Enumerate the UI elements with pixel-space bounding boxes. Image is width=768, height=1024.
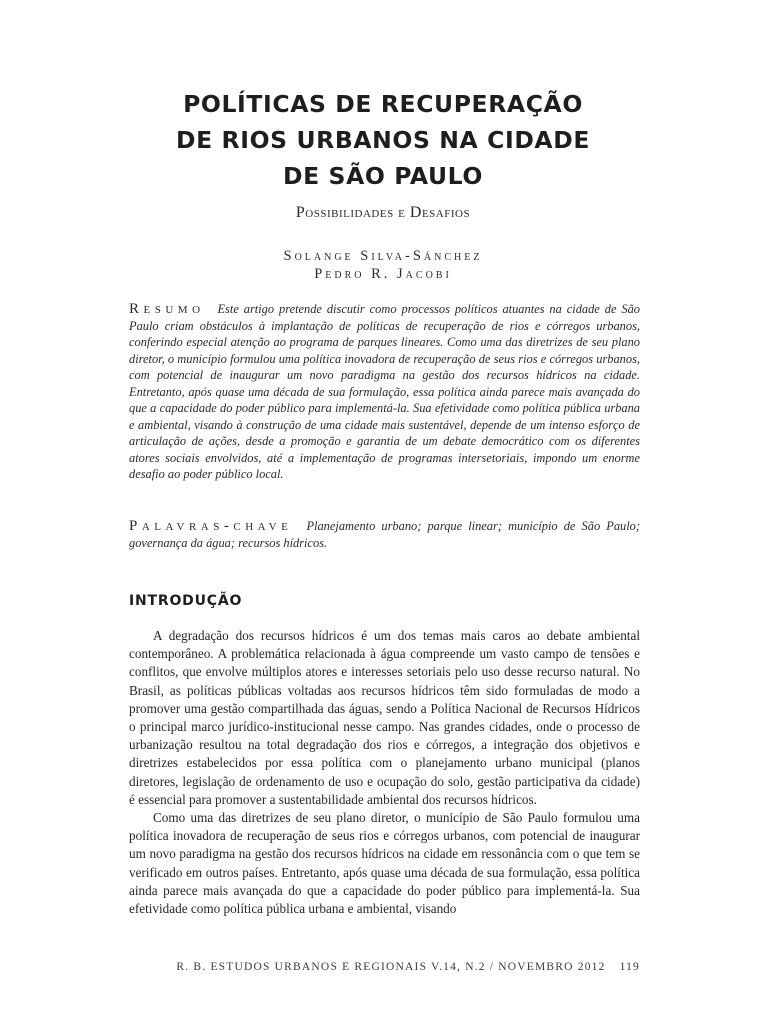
- keywords: [129, 518, 640, 551]
- page-number: 119: [619, 961, 640, 973]
- title-line-3: DE SÃO PAULO: [283, 162, 483, 190]
- article-subtitle: Possibilidades e Desafios: [295, 204, 471, 221]
- title-line-1: POLÍTICAS DE RECUPERAÇÃO: [183, 90, 583, 118]
- body-paragraph: Como uma das diretrizes de seu plano diretor, o município de São Paulo formulou uma política inovadora de recuperação de seus rios e córregos urbanos, com potencial de inaugurar um novo paradigma na gestão dos recursos hídricos na cidade em ressonância com o que tem se verificado em outros países. Entretanto, após quase uma década de sua formulação, essa política ainda parece mais avançada do que a capacidade do poder público para implementá-la. Sua efetividade como política pública urbana e ambiental, visando: [129, 810, 640, 917]
- author-name: Pedro R. Jacobi: [314, 266, 452, 282]
- abstract: [129, 301, 640, 483]
- page-footer: [129, 961, 640, 973]
- journal-reference: R. B. ESTUDOS URBANOS E REGIONAIS V.14, N.2 / NOVEMBRO 2012: [176, 961, 606, 973]
- author-name: Solange Silva-Sánchez: [283, 248, 483, 264]
- abstract-text: Este artigo pretende discutir como processos políticos atuantes na cidade de São Paulo criam obstáculos à implantação de políticas de recuperação de rios e córregos urbanos, conferindo especial atenção ao programa de parques lineares. Como uma das diretrizes de seu plano diretor, o município formulou uma política inovadora de recuperação de seus rios e córregos urbanos, com potencial de inaugurar um novo paradigma na gestão dos recursos hídricos na cidade. Entretanto, após quase uma década de sua formulação, essa política ainda parece mais avançada do que a capacidade do poder público para implementá-la. Sua efetividade como política pública urbana e ambiental, visando à construção de uma cidade mais sustentável, depende de um intenso esforço de articulação de ações, desde a promoção e garantia de um debate democrático com os diferentes atores sociais envolvidos, até a implementação de programas intersetoriais, impondo um enorme desafio ao poder público local.: [129, 302, 640, 481]
- author-list: [100, 247, 666, 283]
- abstract-label: Resumo: [129, 301, 205, 317]
- keywords-text: Planejamento urbano; parque linear; município de São Paulo; governança da água; recursos hídricos.: [129, 519, 640, 550]
- article-title: [100, 86, 666, 194]
- keywords-label: Palavras-chave: [129, 518, 293, 534]
- introduction-heading: INTRODUÇÃO: [129, 593, 243, 609]
- introduction-body: [129, 627, 640, 918]
- body-paragraph: A degradação dos recursos hídricos é um dos temas mais caros ao debate ambiental contemporâneo. A problemática relacionada à água compreende um vasto campo de tensões e conflitos, que envolve múltiplos atores e interesses setoriais pelo uso desse recurso natural. No Brasil, as políticas públicas voltadas aos recursos hídricos têm sido formuladas de modo a promover uma gestão compartilhada das águas, sendo a Política Nacional de Recursos Hídricos o principal marco jurídico-institucional nesse campo. Nas grandes cidades, onde o processo de urbanização resultou na total degradação dos rios e córregos, a integração dos objetivos e diretrizes estabelecidos por essa política com o planejamento urbano municipal (planos diretores, legislação de ordenamento de uso e ocupação do solo, gestão participativa da cidade) é essencial para promover a sustentabilidade ambiental dos recursos hídricos.: [129, 628, 640, 807]
- title-line-2: DE RIOS URBANOS NA CIDADE: [176, 126, 590, 154]
